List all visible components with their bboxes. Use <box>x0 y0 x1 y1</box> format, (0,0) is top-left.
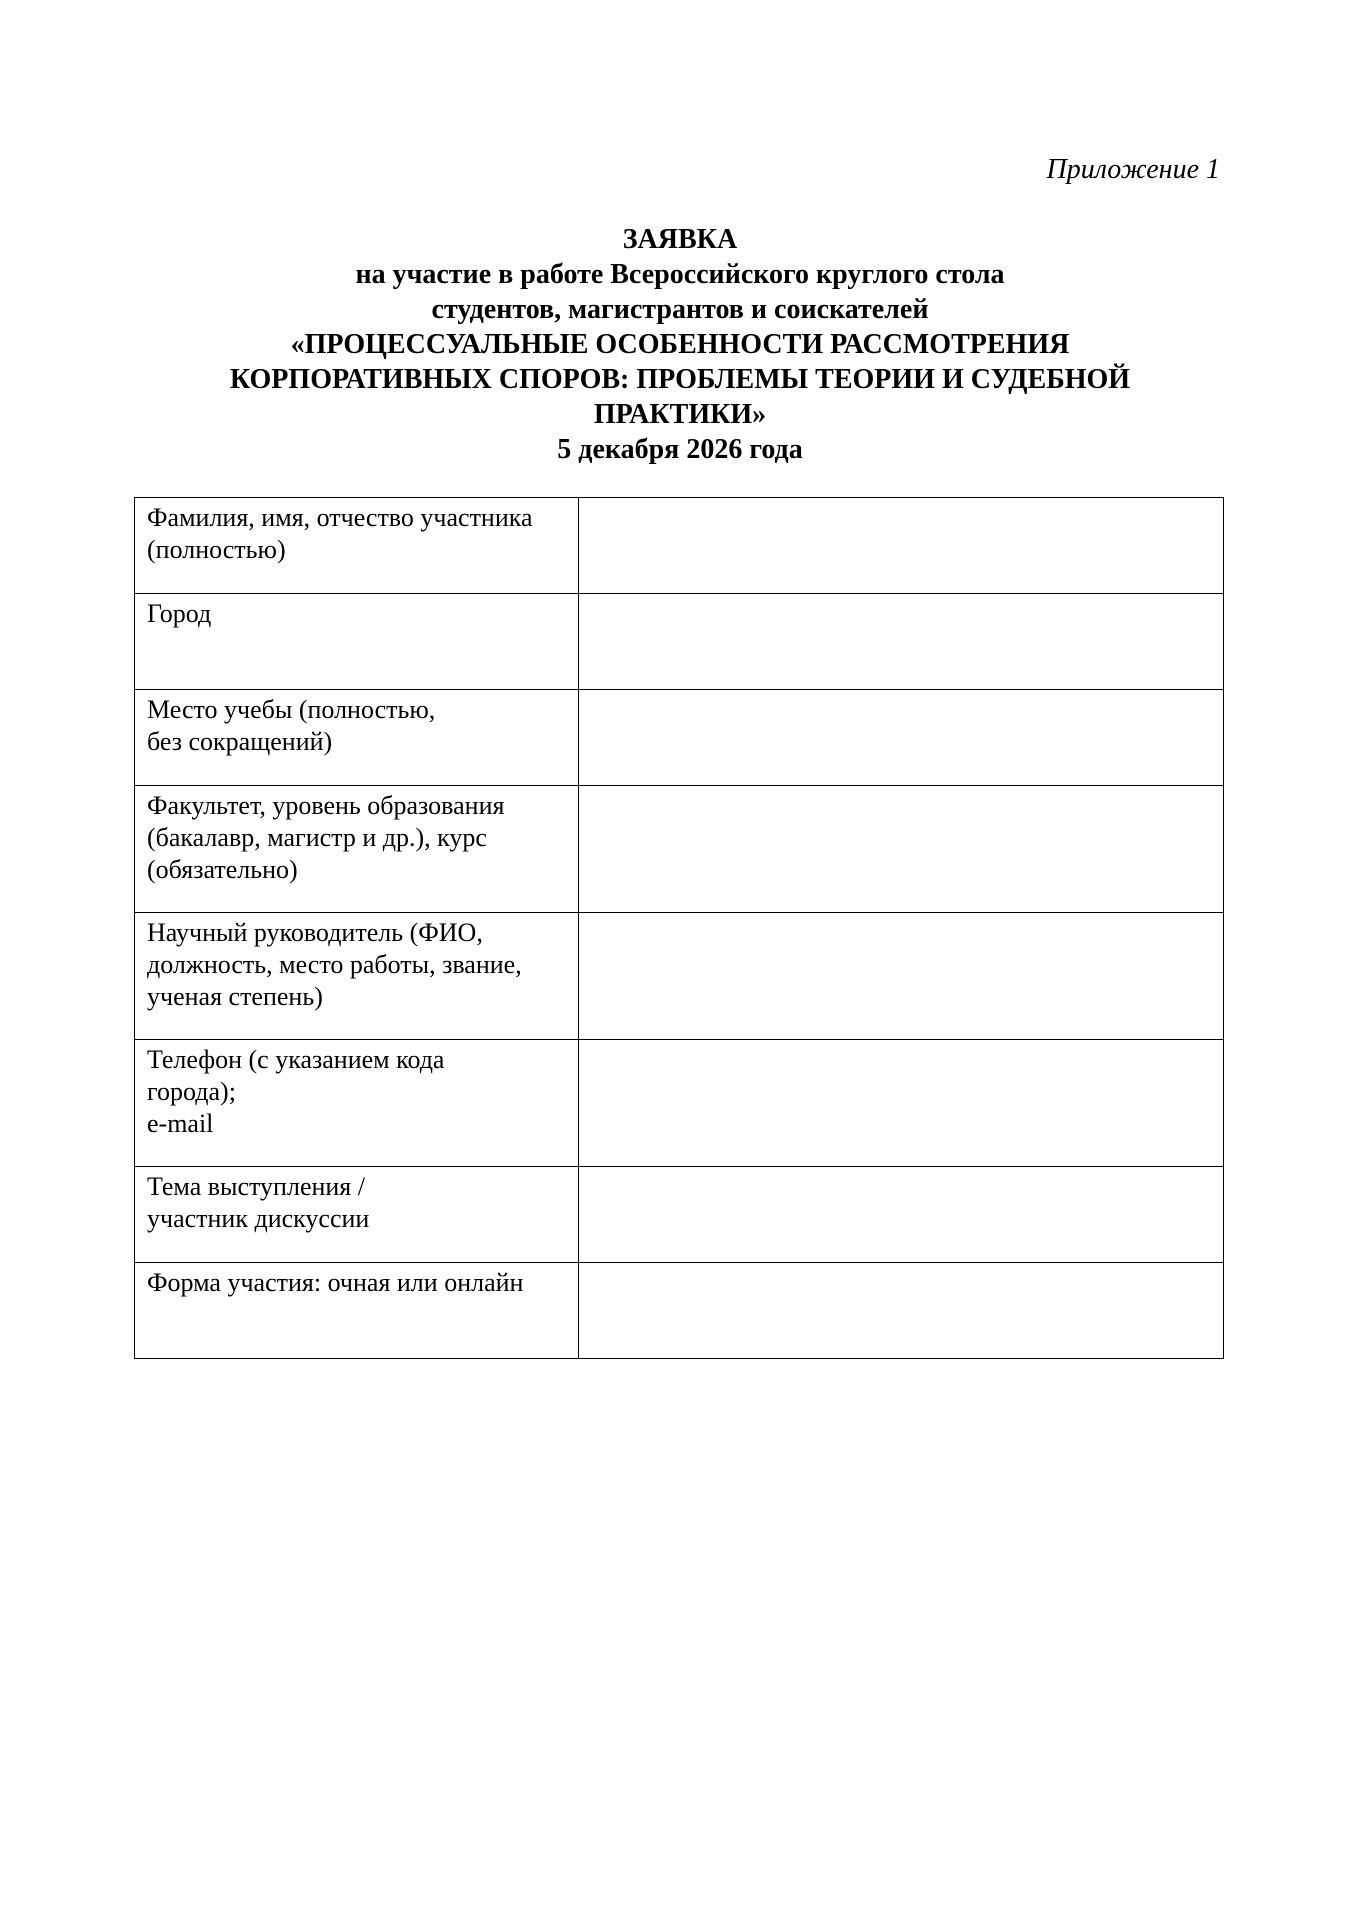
form-label-line: Тема выступления / <box>147 1172 365 1201</box>
form-label <box>135 1263 579 1359</box>
form-label-line: (обязательно) <box>147 855 298 884</box>
form-label-line: e-mail <box>147 1109 214 1138</box>
form-label-line: Место учебы (полностью, <box>147 695 436 724</box>
appendix-label: Приложение 1 <box>1046 154 1220 185</box>
event-name-line: КОРПОРАТИВНЫХ СПОРОВ: ПРОБЛЕМЫ ТЕОРИИ И СУДЕБНОЙ <box>229 364 1131 395</box>
form-value-field[interactable] <box>579 690 1224 786</box>
form-label-line: Телефон (с указанием кода <box>147 1045 445 1074</box>
form-label-line: должность, место работы, звание, <box>147 950 522 979</box>
application-title-block <box>180 222 1180 467</box>
form-value-field[interactable] <box>579 498 1224 594</box>
form-value-field[interactable] <box>579 1167 1224 1263</box>
form-label <box>135 690 579 786</box>
form-label <box>135 594 579 690</box>
form-label-line: ученая степень) <box>147 982 323 1011</box>
form-value-field[interactable] <box>579 786 1224 913</box>
form-value-field[interactable] <box>579 913 1224 1040</box>
form-label-line: Форма участия: очная или онлайн <box>147 1268 524 1297</box>
form-label-line: Факультет, уровень образования <box>147 791 505 820</box>
form-label-line: без сокращений) <box>147 727 333 756</box>
event-name-line: «ПРОЦЕССУАЛЬНЫЕ ОСОБЕННОСТИ РАССМОТРЕНИЯ <box>290 329 1070 360</box>
form-row-faculty <box>135 786 1224 913</box>
title-line: студентов, магистрантов и соискателей <box>431 294 929 325</box>
form-value-field[interactable] <box>579 594 1224 690</box>
form-label-line: (полностью) <box>147 535 286 564</box>
form-row-supervisor <box>135 913 1224 1040</box>
form-row-city <box>135 594 1224 690</box>
form-row-phone-email <box>135 1040 1224 1167</box>
form-label-line: Город <box>147 599 212 628</box>
form-label-line: города); <box>147 1077 236 1106</box>
form-value-field[interactable] <box>579 1263 1224 1359</box>
form-row-participation-format <box>135 1263 1224 1359</box>
form-label-line: (бакалавр, магистр и др.), курс <box>147 823 487 852</box>
form-label-line: Фамилия, имя, отчество участника <box>147 503 533 532</box>
form-row-place-of-study <box>135 690 1224 786</box>
title-line: на участие в работе Всероссийского круглого стола <box>355 259 1005 290</box>
form-label-line: участник дискуссии <box>147 1204 370 1233</box>
form-label <box>135 786 579 913</box>
form-label <box>135 1167 579 1263</box>
form-value-field[interactable] <box>579 1040 1224 1167</box>
event-name-line: ПРАКТИКИ» <box>593 399 767 430</box>
form-row-full-name <box>135 498 1224 594</box>
form-label <box>135 913 579 1040</box>
form-label <box>135 498 579 594</box>
event-date: 5 декабря 2026 года <box>557 434 803 465</box>
form-label-line: Научный руководитель (ФИО, <box>147 918 483 947</box>
form-label <box>135 1040 579 1167</box>
application-form-table <box>134 497 1224 1359</box>
form-row-topic <box>135 1167 1224 1263</box>
title-heading: ЗАЯВКА <box>622 224 738 255</box>
